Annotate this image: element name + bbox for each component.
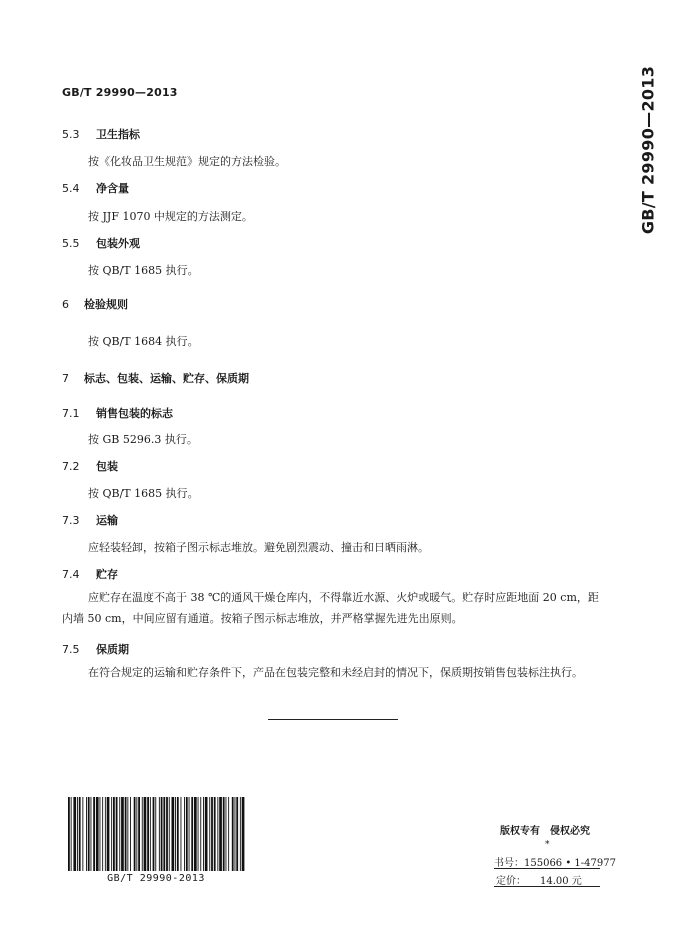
section-heading-7-5: 7.5 保质期: [62, 643, 129, 656]
barcode-bar: [68, 797, 70, 871]
barcode-bar: [203, 797, 204, 871]
barcode-bar: [200, 797, 201, 871]
barcode-bar: [107, 797, 110, 871]
price-label: 定价：: [496, 876, 526, 887]
price-value: 14.00 元: [540, 876, 582, 887]
barcode-bar: [144, 797, 147, 871]
barcode-bar: [71, 797, 72, 871]
section-heading-5-3: 5.3 卫生指标: [62, 128, 140, 141]
barcode-bar: [116, 797, 118, 871]
section-text-5-5: 按 QB/T 1685 执行。: [88, 264, 199, 277]
barcode-bar: [155, 797, 156, 871]
barcode-bar: [175, 797, 176, 871]
book-number: 书号：155066 • 1-47977: [494, 858, 616, 869]
barcode-bar: [219, 797, 222, 871]
barcode-bar: [172, 797, 175, 871]
section-text-6: 按 QB/T 1684 执行。: [88, 335, 199, 348]
section-heading-6: 6 检验规则: [62, 298, 128, 311]
barcode-bar: [119, 797, 120, 871]
section-heading-7-4: 7.4 贮存: [62, 568, 118, 581]
barcode-bar: [166, 797, 168, 871]
barcode-bar: [91, 797, 92, 871]
section-text-7-4: 应贮存在温度不高于 38 ℃的通风干燥仓库内，不得靠近水源、火炉或暖气。贮存时应距地面 20 cm，距内墙 50 cm，中间应留有通道。按箱子图示标志堆放，并严格掌握先进先出原则。: [62, 591, 599, 625]
barcode-bar: [73, 797, 76, 871]
barcode-bar: [189, 797, 190, 871]
barcode-bar: [163, 797, 165, 871]
barcode-bar: [214, 797, 216, 871]
section-text-7-5: 在符合规定的运输和贮存条件下，产品在包装完整和未经启封的情况下，保质期按销售包装标注执行。: [88, 666, 583, 679]
barcode-bar: [136, 797, 137, 871]
section-heading-7-1: 7.1 销售包装的标志: [62, 407, 173, 420]
barcode-bar: [205, 797, 208, 871]
section-heading-7-2: 7.2 包装: [62, 460, 118, 473]
barcode-bar: [153, 797, 155, 871]
barcode-bar: [194, 797, 197, 871]
barcode-bar: [235, 797, 236, 871]
barcode-bar: [142, 797, 143, 871]
barcode-bar: [211, 797, 213, 871]
barcode-bar: [134, 797, 136, 871]
end-rule: [268, 719, 398, 720]
barcode-bar: [159, 797, 160, 871]
barcode-bar: [169, 797, 170, 871]
section-text-7-3: 应轻装轻卸，按箱子图示标志堆放。避免剧烈震动、撞击和日晒雨淋。: [88, 541, 429, 554]
section-heading-7-3: 7.3 运输: [62, 514, 118, 527]
barcode-bar: [86, 797, 87, 871]
barcode-bar: [181, 797, 182, 871]
barcode-bar: [102, 797, 103, 871]
barcode-bar: [79, 797, 81, 871]
section-heading-5-5: 5.5 包装外观: [62, 237, 140, 250]
barcode-bar: [240, 797, 241, 871]
barcode-bar: [113, 797, 115, 871]
barcode-bar: [82, 797, 83, 871]
barcode-image: [66, 797, 246, 871]
barcode-bar: [191, 797, 193, 871]
barcode-bar: [93, 797, 95, 871]
barcode-label: GB/T 29990-2013: [107, 873, 205, 884]
barcode-bar: [236, 797, 238, 871]
barcode-bar: [147, 797, 149, 871]
barcode-bar: [88, 797, 90, 871]
section-text-7-2: 按 QB/T 1685 执行。: [88, 487, 199, 500]
section-heading-5-4: 5.4 净含量: [62, 182, 129, 195]
barcode-bar: [242, 797, 245, 871]
section-text-7-1: 按 GB 5296.3 执行。: [88, 433, 198, 446]
barcode-bar: [223, 797, 225, 871]
barcode-bar: [177, 797, 179, 871]
barcode-bar: [121, 797, 124, 871]
barcode-bar: [186, 797, 188, 871]
barcode-bar: [150, 797, 151, 871]
section-text-5-4: 按 JJF 1070 中规定的方法测定。: [88, 210, 253, 223]
barcode-bar: [198, 797, 199, 871]
barcode-bar: [232, 797, 234, 871]
star-mark: *: [545, 840, 550, 850]
barcode-bar: [105, 797, 106, 871]
barcode-bar: [125, 797, 127, 871]
barcode-bar: [100, 797, 101, 871]
barcode-bar: [226, 797, 227, 871]
barcode-bar: [161, 797, 163, 871]
copyright-notice: 版权专有 侵权必究: [500, 826, 590, 837]
divider-line-bottom: [494, 886, 600, 887]
barcode-bar: [96, 797, 99, 871]
divider-line: [494, 868, 600, 869]
barcode-bar: [184, 797, 185, 871]
barcode-bar: [127, 797, 128, 871]
barcode-bar: [111, 797, 112, 871]
section-text-5-3: 按《化妆品卫生规范》规定的方法检验。: [88, 155, 286, 168]
barcode-bar: [130, 797, 131, 871]
section-heading-7: 7 标志、包装、运输、贮存、保质期: [62, 372, 249, 385]
barcode-bar: [228, 797, 229, 871]
barcode-bar: [209, 797, 210, 871]
standard-number-header: GB/T 29990—2013: [62, 86, 178, 99]
barcode-bar: [217, 797, 218, 871]
barcode-bar: [77, 797, 78, 871]
barcode-bar: [138, 797, 140, 871]
side-standard-label: GB/T 29990—2013: [638, 65, 658, 235]
